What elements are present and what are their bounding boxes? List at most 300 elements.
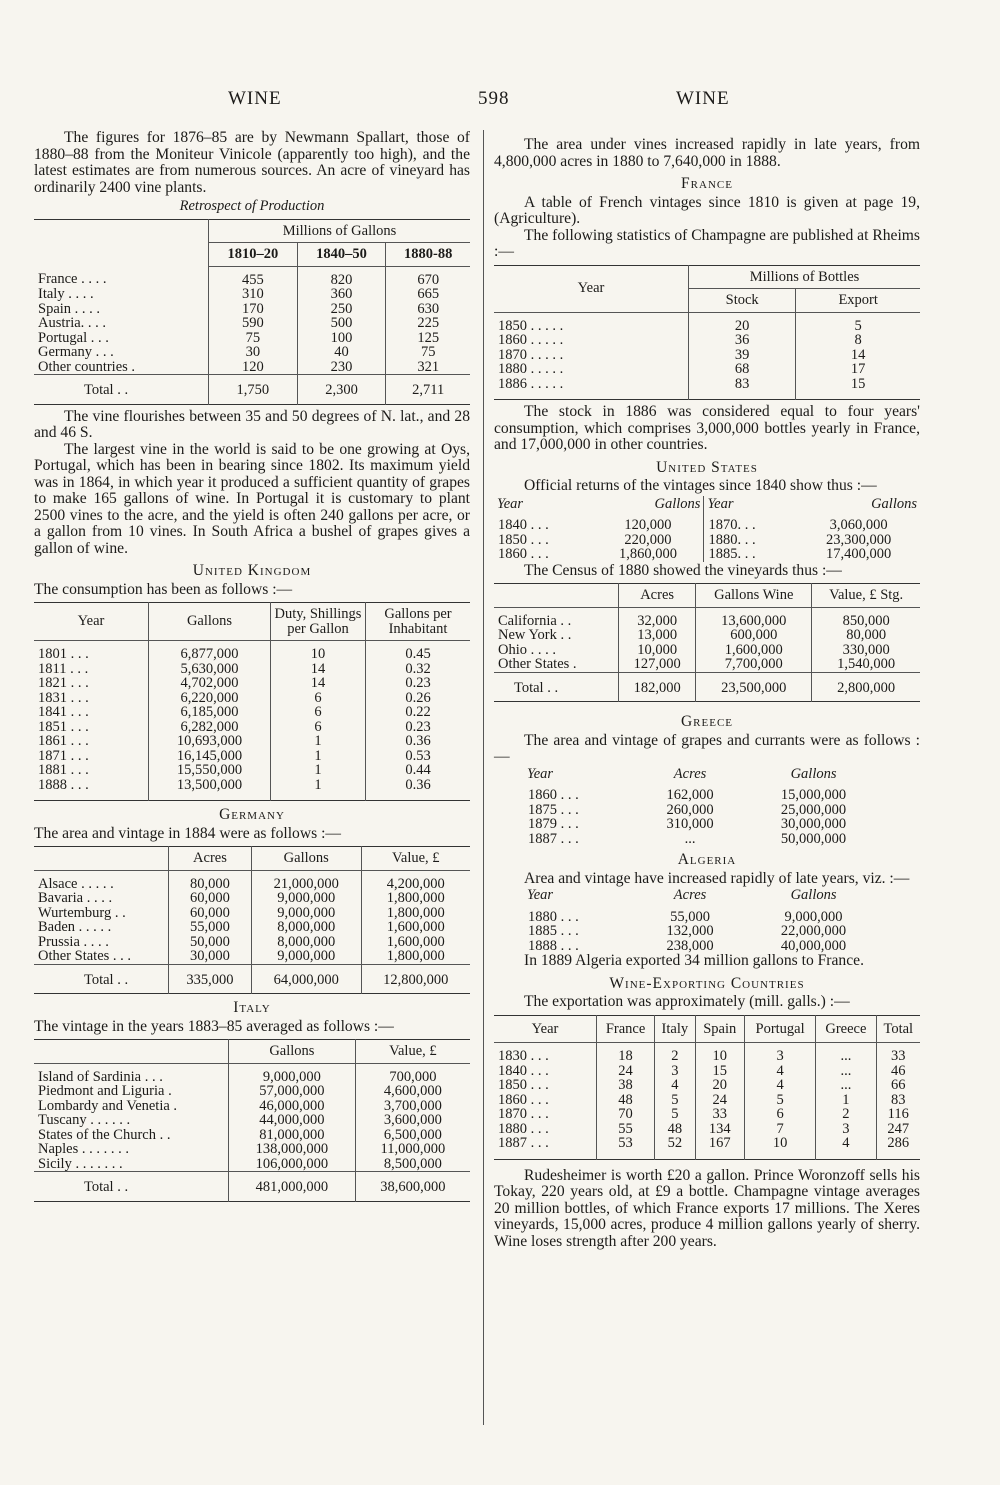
cell-value: ... [816,1064,876,1079]
table-row [494,348,920,363]
row-label: California . . [498,612,572,629]
table-row [494,512,920,533]
col-header: Acres [619,584,696,608]
cell-value: 455 [209,266,298,287]
row-label: 1879 . . . [528,816,579,832]
cell-value: 6,500,000 [355,1128,470,1143]
col-header: Value, £ Stg. [812,584,920,608]
cell-value: 16,145,000 [149,749,271,764]
table-row [34,676,470,691]
total-value: 64,000,000 [251,964,361,994]
total-label: Total . . [494,672,619,702]
cell-value: 247 [876,1122,920,1137]
cell-value: 310 [209,287,298,302]
exporting-heading: Wine-Exporting Countries [609,974,805,992]
cell-value: 60,000 [169,891,252,906]
table-row [34,331,470,346]
table-row [34,691,470,706]
total-value: 2,711 [386,375,470,405]
table-row [34,870,470,891]
table-row [34,1113,470,1128]
row-label: Portugal . . . [38,329,109,346]
row-label: 1880 . . . [528,908,579,925]
right-column [494,137,920,1250]
col-header: Year [494,1015,597,1043]
col-header: Export [796,289,920,313]
table-row [524,939,884,954]
cell-value: 9,000,000 [229,1063,356,1084]
table-row [34,949,470,964]
cell-value: 0.26 [366,691,471,706]
total-row [494,672,920,702]
cell-value: 68 [689,362,796,377]
row-label: 1886 . . . . . [498,375,564,392]
cell-value: 24 [597,1064,655,1079]
row-label: Other countries . [38,358,136,375]
row-label: 1821 . . . [38,675,89,691]
row-label: Sicily . . . . . . . [38,1155,123,1172]
cell-value: 3,700,000 [355,1099,470,1114]
total-label: Total . . [34,1172,229,1202]
table-row [34,705,470,720]
table-row [524,924,884,939]
cell-value: 4,600,000 [355,1084,470,1099]
cell-value: 500 [297,316,386,331]
cell-value: 10 [744,1136,815,1159]
total-value: 12,800,000 [361,964,470,994]
total-row [34,375,470,405]
running-head-left: WINE [228,88,282,109]
table-row [524,782,884,803]
cell-value: 10 [695,1043,744,1064]
cell-value: 14 [796,348,920,363]
running-head-right: WINE [676,88,730,109]
row-label: Other States . [498,656,577,672]
cell-value: 50,000,000 [780,830,847,847]
cell-value: 10,693,000 [149,734,271,749]
cell-value: 53 [597,1136,655,1159]
cell-value: 80,000 [169,870,252,891]
cell-value: 2 [816,1107,876,1122]
row-label: States of the Church . . [38,1126,171,1143]
cell-value: 11,000,000 [355,1142,470,1157]
france-para2: The following statistics of Champagne are published at Rheims :— [494,226,920,260]
cell-value: 238,000 [666,937,714,954]
cell-value: 8,500,000 [355,1157,470,1172]
cell-value: 33 [876,1043,920,1064]
cell-value: 10,000 [619,643,696,658]
cell-value: 9,000,000 [251,949,361,964]
table-row [34,749,470,764]
table-row [34,1084,470,1099]
cell-value: 80,000 [812,628,920,643]
total-value: 335,000 [169,964,252,994]
left-column [34,130,470,1206]
col-header: Total [876,1015,920,1043]
cell-value: 3 [655,1064,695,1079]
algeria-heading: Algeria [677,851,737,868]
cell-value: 25,000,000 [780,801,847,818]
cell-value: 30 [209,345,298,360]
row-label: 1887 . . . [528,830,579,847]
table-row [34,360,470,375]
cell-value: 8,000,000 [251,935,361,950]
row-label: 1880 . . . . . [498,361,564,377]
cell-value: 1885. . . [704,547,797,562]
cell-value: 600,000 [696,628,812,643]
cell-value: 230 [297,360,386,375]
row-label: Baden . . . . . [38,919,112,935]
cell-value: 55 [597,1122,655,1137]
table-row [494,1064,920,1079]
cell-value: 30,000,000 [780,816,847,832]
table-row [524,803,884,818]
cell-value: 44,000,000 [229,1113,356,1128]
cell-value: 32,000 [619,607,696,628]
col-header: Year [497,495,524,512]
latitude-paragraph: The vine flourishes between 35 and 50 degrees of N. lat., and 28 and 46 S. [34,407,470,441]
cell-value: 670 [386,266,470,287]
cell-value: 330,000 [812,643,920,658]
cell-value: 630 [386,302,470,317]
row-label: 1830 . . . [498,1048,549,1064]
cell-value: 360 [297,287,386,302]
col-header: Stock [689,289,796,313]
row-label: 1860 . . . [498,546,549,562]
cell-value: 1,800,000 [361,891,470,906]
cell-value: 132,000 [666,923,714,939]
cell-value: 1,600,000 [696,643,812,658]
cell-value: 6,220,000 [149,691,271,706]
cell-value: 820 [297,266,386,287]
greece-intro: The area and vintage of grapes and currants were as follows :— [494,731,920,765]
cell-value: 17 [796,362,920,377]
row-label: 1831 . . . [38,689,89,706]
cell-value: 75 [209,331,298,346]
cell-value: 15 [695,1064,744,1079]
cell-value: 700,000 [355,1063,470,1084]
table-row [494,312,920,333]
us-intro: Official returns of the vintages since 1840 show thus :— [524,477,877,494]
cell-value: 1,860,000 [618,546,677,562]
cell-value: 0.53 [366,749,471,764]
col-header: Gallons [149,603,271,641]
cell-value: 55,000 [670,908,710,925]
row-label: Ohio . . . . [498,641,556,658]
cell-value: 286 [876,1136,920,1159]
cell-value: 6 [271,720,366,735]
col-header: Italy [655,1015,695,1043]
cell-value: 6 [744,1107,815,1122]
col-header: Year [494,265,689,312]
cell-value: 590 [209,316,298,331]
cell-value: 50,000 [169,935,252,950]
cell-value: 6,282,000 [149,720,271,735]
cell-value: 167 [695,1136,744,1159]
cell-value: 1 [271,749,366,764]
total-label: Total . . [34,964,169,994]
cell-value: 120,000 [624,517,672,533]
cell-value: 1 [271,763,366,778]
col-header: 1880-88 [386,243,470,267]
cell-value: 0.22 [366,705,471,720]
uk-intro: The consumption has been as follows :— [34,580,293,598]
col-header: Value, £ [361,847,470,871]
col-header: Year [34,603,149,641]
cell-value: 14 [271,676,366,691]
row-label: Other States . . . [38,948,132,964]
table-row [34,734,470,749]
cell-value: 4 [816,1136,876,1159]
cell-value: 6 [271,691,366,706]
cell-value: 0.23 [366,720,471,735]
table-row [34,266,470,287]
row-label: 1851 . . . [38,718,89,735]
row-label: 1850 . . . . . [498,317,564,334]
cell-value: 30,000 [169,949,252,964]
cell-value: 3 [744,1043,815,1064]
row-label: Piedmont and Liguria . [38,1083,172,1099]
col-header: France [597,1015,655,1043]
table-row [34,1142,470,1157]
cell-value: 24 [695,1093,744,1108]
cell-value: 40,000,000 [780,937,847,954]
cell-value: 23,300,000 [825,531,892,548]
cell-value: 46 [876,1064,920,1079]
cell-value: 17,400,000 [825,546,892,562]
france-para1: A table of French vintages since 1810 is given at page 19, (Agriculture). [494,193,920,227]
table-row [494,333,920,348]
cell-value: 1,600,000 [361,935,470,950]
row-label: 1860 . . . [528,787,579,803]
table-row [34,287,470,302]
cell-value: ... [684,830,696,847]
col-header: Year [704,496,797,513]
algeria-export-paragraph: In 1889 Algeria exported 34 million gallons to France. [524,952,864,969]
cell-value: 3 [816,1122,876,1137]
cell-value: 250 [297,302,386,317]
row-label: 1841 . . . [38,704,89,720]
cell-value: 3,060,000 [829,517,888,533]
table-row [34,763,470,778]
table-row [524,817,884,832]
table-row [34,1063,470,1084]
table-row [34,345,470,360]
cell-value: 10 [271,641,366,662]
uk-table [34,602,470,801]
row-label: 1888 . . . [38,776,89,793]
us-heading: United States [656,458,758,476]
cell-value: 8,000,000 [251,920,361,935]
table-row [34,1128,470,1143]
cell-value: 20 [695,1078,744,1093]
cell-value: 4 [655,1078,695,1093]
table-row [34,720,470,735]
total-value: 1,750 [209,375,298,405]
cell-value: 13,600,000 [696,607,812,628]
table-row [34,1157,470,1172]
row-label: Prussia . . . . [38,933,109,950]
cell-value: 0.32 [366,662,471,677]
row-label: Spain . . . . [38,300,101,317]
cell-value: 1,800,000 [361,906,470,921]
row-label: 1840 . . . [498,517,549,533]
cell-value: 66 [876,1078,920,1093]
row-label: 1885 . . . [528,923,579,939]
table-row [34,1099,470,1114]
cell-value: 7 [744,1122,815,1137]
row-label: Wurtemburg . . [38,904,126,921]
cell-value: 39 [689,348,796,363]
cell-value: 21,000,000 [251,870,361,891]
cell-value: 83 [876,1093,920,1108]
row-label: 1870 . . . [498,1106,549,1122]
cell-value: 48 [655,1122,695,1137]
cell-value: 3,600,000 [355,1113,470,1128]
cell-value: 100 [297,331,386,346]
table-row [34,906,470,921]
table-row [34,662,470,677]
table-row [494,643,920,658]
germany-table [34,846,470,994]
table-row [34,302,470,317]
row-label: 1881 . . . [38,762,89,778]
census-intro: The Census of 1880 showed the vineyards thus :— [524,561,842,579]
total-value: 38,600,000 [355,1172,470,1202]
cell-value: 1,600,000 [361,920,470,935]
col-header: Greece [816,1015,876,1043]
cell-value: 81,000,000 [229,1128,356,1143]
cell-value: 1,800,000 [361,949,470,964]
row-label: Italy . . . . [38,286,94,302]
algeria-intro: Area and vintage have increased rapidly of late years, viz. :— [524,869,910,887]
cell-value: 1 [271,778,366,801]
intro-paragraph: The figures for 1876–85 are by Newmann Spallart, those of 1880–88 from the Moniteur Vinicole (apparently too high), and the latest estimates are from numerous sources. An acre of vineyard has ordinarily 2400 vine plants. [34,129,470,196]
col-header: Value, £ [355,1040,470,1064]
table-row [494,1043,920,1064]
cell-value: 8 [796,333,920,348]
row-label: Tuscany . . . . . . [38,1112,131,1128]
col-header: Gallons [790,765,837,782]
cell-value: 5 [655,1093,695,1108]
col-header: 1840–50 [297,243,386,267]
table-row [494,362,920,377]
cell-value: 4,702,000 [149,676,271,691]
cell-value: 6,877,000 [149,641,271,662]
row-label: France . . . . [38,271,107,288]
table-row [524,832,884,847]
total-row [34,1172,470,1202]
row-label: Germany . . . [38,344,114,360]
cell-value: 14 [271,662,366,677]
cell-value: 7,700,000 [696,657,812,672]
cell-value: 9,000,000 [784,908,843,925]
cell-value: 4,200,000 [361,870,470,891]
col-header: Gallons [654,495,701,512]
row-label: 1811 . . . [38,660,89,677]
production-group-header: Millions of Gallons [209,219,471,243]
cell-value: 46,000,000 [229,1099,356,1114]
page-number: 598 [478,88,510,109]
total-value: 182,000 [619,672,696,702]
france-heading: France [681,175,733,192]
col-header: Gallons [251,847,361,871]
cell-value: 0.36 [366,734,471,749]
table-row [494,1122,920,1137]
cell-value: 116 [876,1107,920,1122]
row-label: 1888 . . . [528,937,579,954]
row-label: 1875 . . . [528,801,579,818]
table-row [494,1136,920,1159]
cell-value: 1,540,000 [812,657,920,672]
germany-heading: Germany [219,806,285,823]
cell-value: 15,550,000 [149,763,271,778]
table-row [494,533,920,548]
total-label: Total . . [34,375,209,405]
cell-value: 0.45 [366,641,471,662]
row-label: 1860 . . . . . [498,332,564,348]
col-header: Year [527,765,554,782]
cell-value: ... [816,1078,876,1093]
cell-value: 6,185,000 [149,705,271,720]
row-label: Naples . . . . . . . [38,1141,130,1157]
cell-value: 15,000,000 [780,787,847,803]
row-label: 1880 . . . [498,1120,549,1137]
row-label: 1860 . . . [498,1091,549,1108]
row-label: Alsace . . . . . [38,875,114,892]
table-row [34,935,470,950]
cell-value: 665 [386,287,470,302]
cell-value: 5 [655,1107,695,1122]
cell-value: 170 [209,302,298,317]
area-paragraph: The area under vines increased rapidly in late years, from 4,800,000 acres in 1880 to 7,640,000 in 1888. [494,136,920,170]
cell-value: 4 [744,1064,815,1079]
italy-table [34,1039,470,1202]
cell-value: 13,500,000 [149,778,271,801]
col-header: 1810–20 [209,243,298,267]
col-header: Gallons Wine [696,584,812,608]
cell-value: 55,000 [169,920,252,935]
table-row [494,607,920,628]
col-header: Year [527,887,554,903]
cell-value: 321 [386,360,470,375]
table-row [34,641,470,662]
us-vintage-table [494,496,920,562]
cell-value: ... [816,1043,876,1064]
col-header: Gallons per Inhabitant [366,603,471,641]
col-header: Gallons [229,1040,356,1064]
cell-value: 6 [271,705,366,720]
cell-value: 48 [597,1093,655,1108]
cell-value: 9,000,000 [251,891,361,906]
cell-value: 125 [386,331,470,346]
cell-value: 162,000 [666,787,714,803]
champagne-table [494,265,920,401]
table-row [34,891,470,906]
total-value: 2,800,000 [812,672,920,702]
row-label: Austria. . . . [38,315,107,331]
cell-value: 57,000,000 [229,1084,356,1099]
row-label: 1861 . . . [38,733,89,749]
cell-value: 5,630,000 [149,662,271,677]
col-header: Gallons [871,495,917,512]
col-header: Gallons [790,887,837,903]
census-table [494,583,920,702]
col-header: Acres [673,887,707,903]
total-value: 2,300 [297,375,386,405]
total-value: 23,500,000 [696,672,812,702]
row-label: 1870 . . . . . [498,346,564,363]
